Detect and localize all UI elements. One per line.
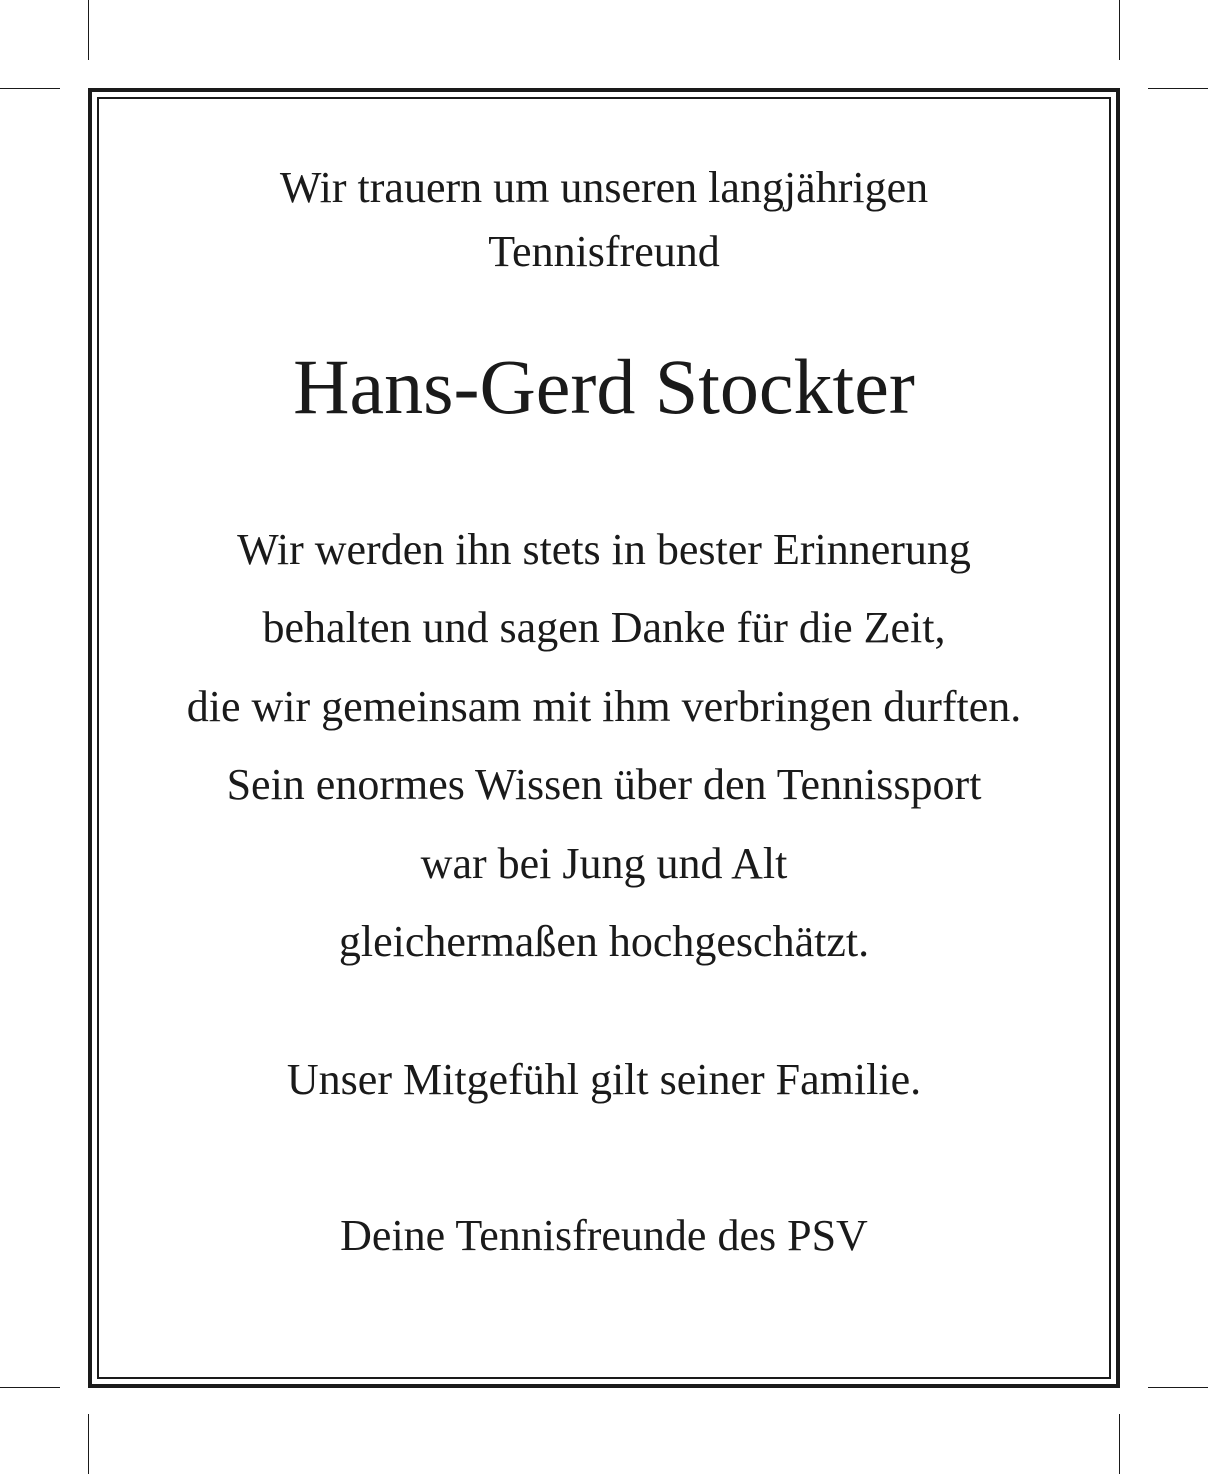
crop-mark-right-bottom: [1148, 1387, 1208, 1388]
condolence-line: Unser Mitgefühl gilt seiner Familie.: [286, 1055, 922, 1104]
tribute-line-4: Sein enormes Wissen über den Tennissport: [226, 760, 982, 809]
crop-mark-left-bottom: [0, 1387, 60, 1388]
tribute-line-6: gleichermaßen hochgeschätzt.: [338, 917, 870, 966]
tribute-line-2: behalten und sagen Danke für die Zeit,: [262, 603, 946, 652]
crop-mark-top-left: [88, 0, 89, 60]
crop-mark-left-top: [0, 88, 60, 89]
notice-frame: [88, 88, 1120, 1388]
intro-line-2: Tennisfreund: [488, 227, 720, 276]
deceased-name: Hans-Gerd Stockter: [293, 343, 915, 430]
signature-line: Deine Tennisfreunde des PSV: [340, 1211, 868, 1260]
notice-content: [92, 92, 1116, 1384]
crop-mark-bottom-left: [88, 1414, 89, 1474]
tribute-line-3: die wir gemeinsam mit ihm verbringen durften.: [186, 682, 1022, 731]
crop-mark-bottom-right: [1119, 1414, 1120, 1474]
tribute-line-5: war bei Jung und Alt: [420, 839, 788, 888]
intro-line-1: Wir trauern um unseren langjährigen: [279, 163, 929, 212]
crop-mark-right-top: [1148, 88, 1208, 89]
crop-mark-top-right: [1119, 0, 1120, 60]
tribute-line-1: Wir werden ihn stets in bester Erinnerung: [237, 525, 971, 574]
